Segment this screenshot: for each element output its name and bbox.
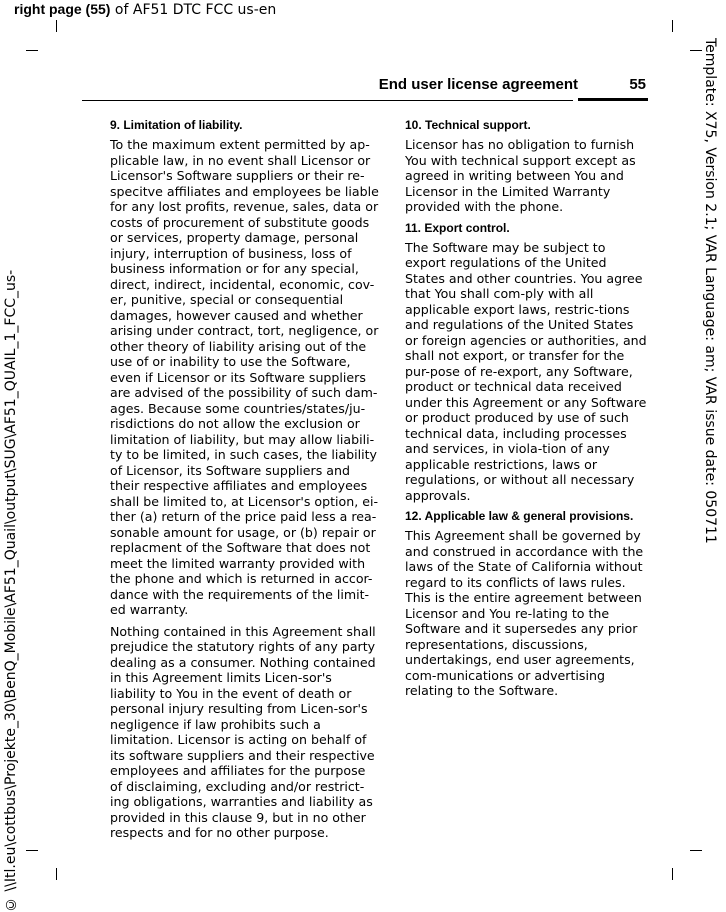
paragraph: Nothing contained in this Agreement shall prejudice the statutory rights of any party dealing as a consumer. Nothing contained in this Agreement limits Licen-sor's liability to You in the event of death or personal injury resulting from Licen-sor's negligence if law prohibits such a limitation. Licensor is acting on behalf of its software suppliers and their respective employees and affiliates for the purpose of disclaiming, excluding and/or restrict-ing obligations, warranties and liability as provided in this clause 9, but in no other respects and for no other purpose.	[110, 623, 376, 840]
section-heading: 12. Applicable law & general provisions.	[405, 509, 634, 523]
page-title: End user license agreement	[378, 76, 578, 93]
crop-mark	[672, 20, 673, 32]
crop-mark	[690, 850, 702, 851]
header-rule	[82, 100, 573, 101]
print-job-page: right page (55)	[14, 1, 111, 17]
file-path: © \\Itl.eu\cottbus\Projekte_30\BenQ_Mobile\AF51_Quail\output\SUG\AF51_QUAIL_1_FCC_us-	[3, 269, 19, 912]
crop-mark	[672, 868, 673, 880]
crop-mark	[26, 50, 38, 51]
paragraph: This Agreement shall be governed by and construed in accordance with the laws of the State of California without regard to its conflicts of laws rules. This is the entire agreement between Licensor and You re-lating to the Software and it supersedes any prior representations, discussions, undertakings, end user agreements, com-munications or advertising relating to the Software.	[405, 528, 644, 698]
left-column	[110, 118, 380, 847]
right-column	[405, 118, 650, 705]
paragraph: To the maximum extent permitted by ap-plicable law, in no event shall Licensor or Licensor's Software suppliers or their re-specitve affiliates and employees be liable for any lost profits, revenue, sales, data or costs of procurement of substitute goods or services, property damage, personal injury, interruption of business, loss of business information or for any special, direct, indirect, incidental, economic, cov-er, punitive, special or consequential damages, however caused and whether arising under contract, tort, negligence, or other theory of liability arising out of the use of or inability to use the Software, even if Licensor or its Software suppliers are advised of the possibility of such dam-ages. Because some countries/states/ju-risdictions do not allow the exclusion or limitation of liability, but may allow liabili-ty to be limited, in such cases, the liability of Licensor, its Software suppliers and their respective affiliates and employees shall be limited to, at Licensor's option, ei-ther (a) return of the price paid less a rea-sonable amount for usage, or (b) repair or replacment of the Software that does not meet the limited warranty provided with the phone and which is returned in accor-dance with the requirements of the limit-ed warranty.	[110, 137, 379, 617]
section-heading: 11. Export control.	[405, 220, 510, 235]
crop-mark	[56, 20, 57, 32]
section-heading: 10. Technical support.	[405, 118, 531, 132]
print-job-line	[14, 0, 276, 19]
page-header	[82, 74, 648, 100]
paragraph: The Software may be subject to export regulations of the United States and other countries. You agree that You shall com-ply with all applicable export laws, restric-tions and regulations of the United States or foreign agencies or authorities, and shall not export, or transfer for the pur-pose of re-export, any Software, product or technical data received under this Agreement or any Software or product produced by use of such technical data, including processes and services, in viola-tion of any applicable restrictions, laws or regulations, or without all necessary approvals.	[405, 239, 647, 503]
template-info: Template: X75, Version 2.1; VAR Language: am; VAR issue date: 050711	[702, 38, 718, 544]
print-job-doc: of AF51 DTC FCC us-en	[110, 2, 277, 18]
section-heading: 9. Limitation of liability.	[110, 118, 243, 132]
crop-mark	[26, 850, 38, 851]
paragraph: Licensor has no obligation to furnish You with technical support except as agreed in writing between You and Licensor in the Limited Warranty provided with the phone.	[405, 137, 636, 214]
crop-mark	[56, 868, 57, 880]
page-number: 55	[629, 76, 646, 93]
header-rule-thick	[578, 98, 648, 101]
